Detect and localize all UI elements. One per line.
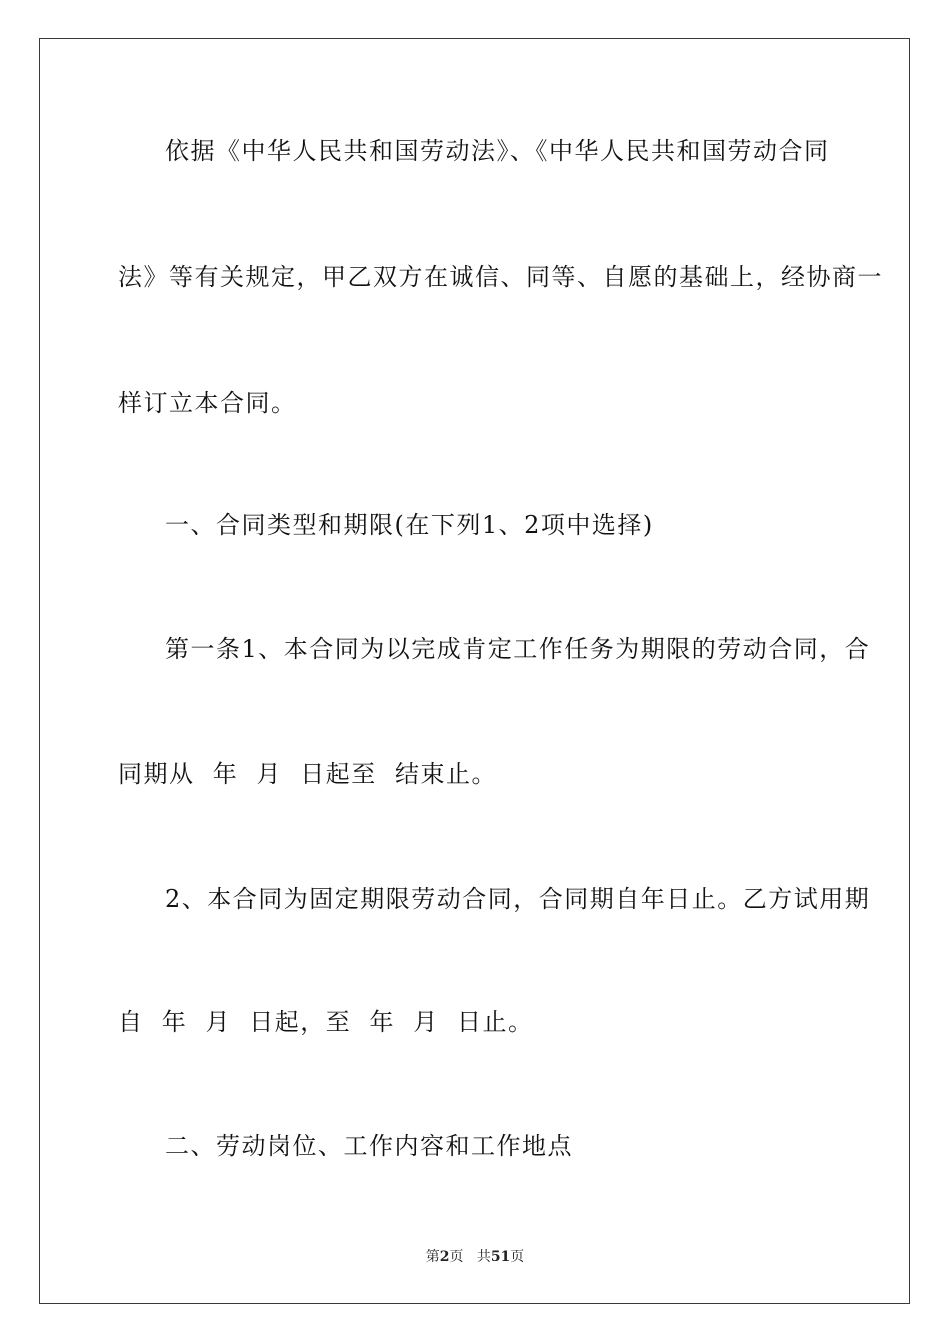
paragraph-line-8: 自 年 月 日起，至 年 月 日止。 bbox=[118, 1008, 534, 1036]
page-prefix: 第 bbox=[425, 1249, 440, 1265]
page-number: 2 bbox=[439, 1249, 450, 1265]
total-pages: 51 bbox=[490, 1249, 511, 1265]
section-heading-2: 二、劳动岗位、工作内容和工作地点 bbox=[165, 1132, 573, 1160]
total-prefix: 共 bbox=[476, 1249, 491, 1265]
paragraph-line-3: 样订立本合同。 bbox=[118, 389, 297, 417]
paragraph-line-1: 依据《中华人民共和国劳动法》、《中华人民共和国劳动合同 bbox=[165, 137, 830, 165]
page-footer bbox=[0, 1248, 950, 1266]
section-heading-1: 一、合同类型和期限(在下列1、2项中选择) bbox=[165, 511, 654, 539]
paragraph-line-2: 法》等有关规定，甲乙双方在诚信、同等、自愿的基础上，经协商一 bbox=[118, 263, 883, 291]
total-suffix: 页 bbox=[510, 1249, 525, 1265]
paragraph-line-6: 同期从 年 月 日起至 结束止。 bbox=[118, 760, 498, 788]
paragraph-line-5: 第一条1、本合同为以完成肯定工作任务为期限的劳动合同，合 bbox=[165, 635, 871, 663]
page-suffix: 页 bbox=[449, 1249, 464, 1265]
paragraph-line-7: 2、本合同为固定期限劳动合同，合同期自年日止。乙方试用期 bbox=[165, 885, 871, 913]
page-frame bbox=[39, 38, 910, 1304]
